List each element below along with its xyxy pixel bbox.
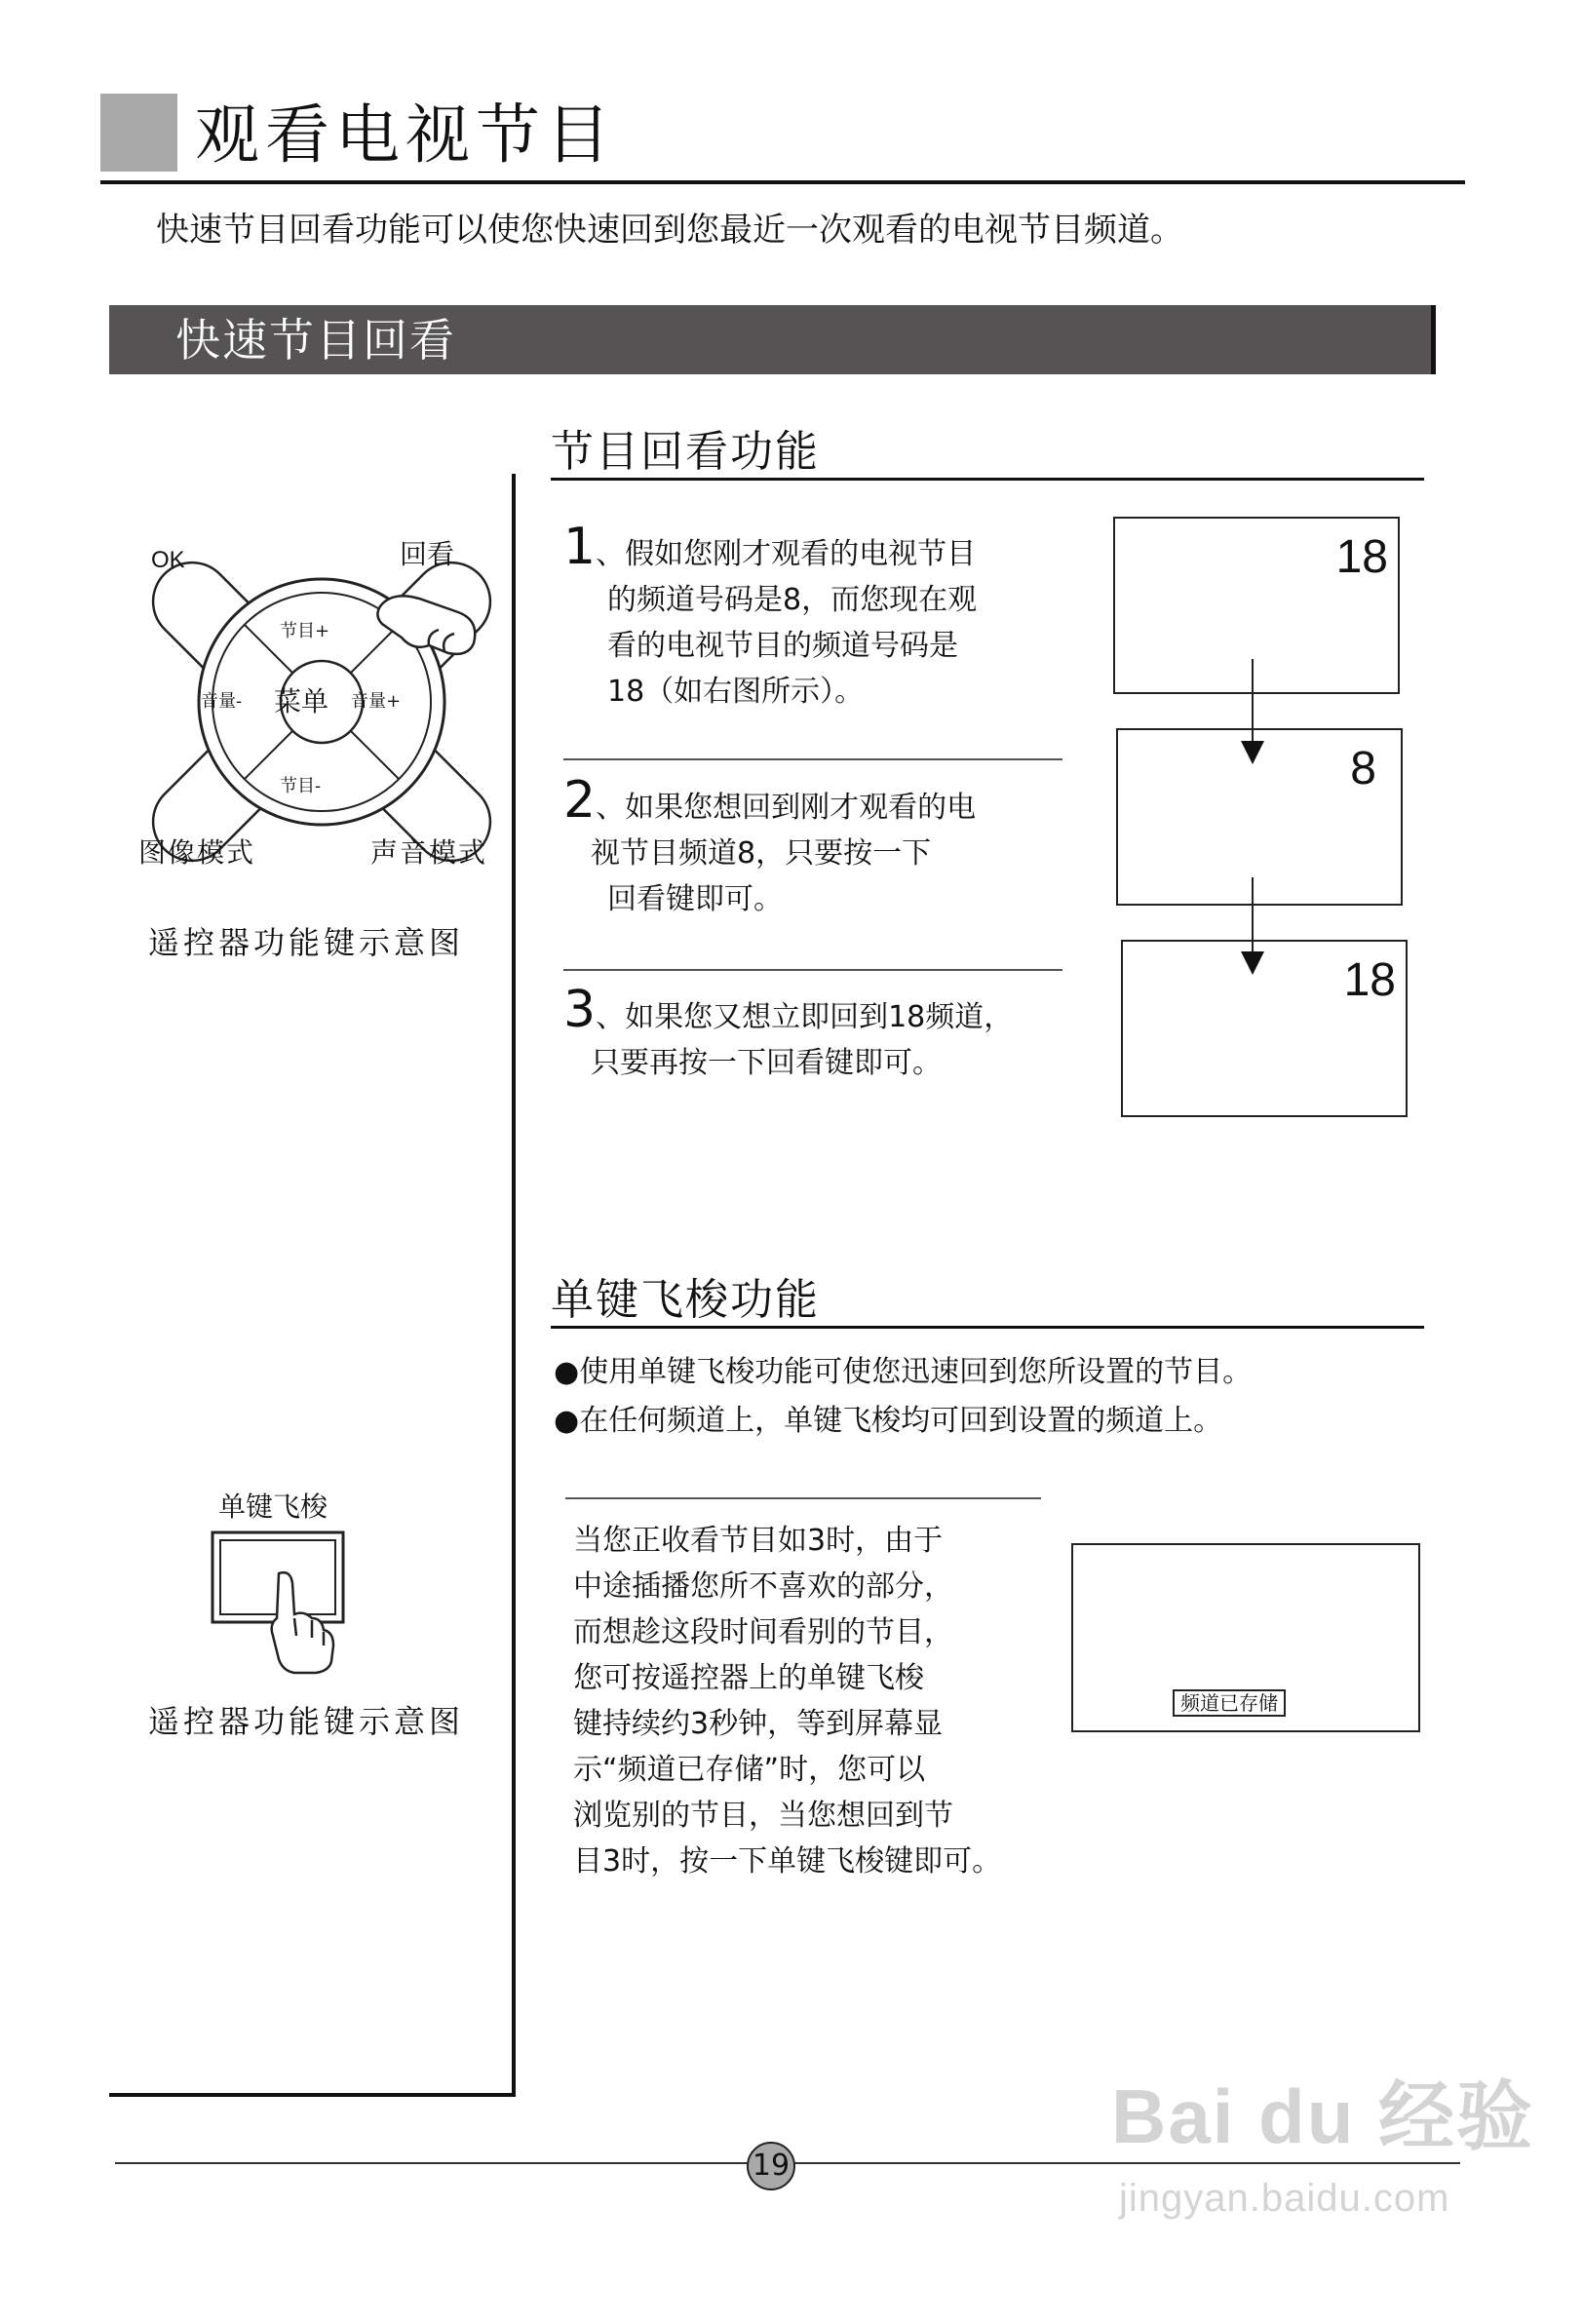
intro-text: 快速节目回看功能可以使您快速回到您最近一次观看的电视节目频道。 xyxy=(156,211,1183,250)
sound-mode-label: 声音模式 xyxy=(370,836,488,869)
shuttle-button-diagram xyxy=(209,1529,355,1675)
bullet-icon: ● xyxy=(554,1355,580,1389)
down-arrow-icon xyxy=(1241,741,1264,764)
flow-arrows xyxy=(1238,659,1267,981)
prog-up-label: 节目+ xyxy=(280,621,330,641)
bullet-item: ●使用单键飞梭功能可使您迅速回到您所设置的节目。 xyxy=(554,1355,1253,1389)
vol-down-label: 音量- xyxy=(201,691,243,712)
bullet-item: ●在任何频道上，单键飞梭均可回到设置的频道上。 xyxy=(554,1404,1223,1438)
ok-label: OK xyxy=(151,547,185,573)
channel-number: 8 xyxy=(1350,743,1376,794)
step-1: 1、假如您刚才观看的电视节目 的频道号码是8，而您现在观 看的电视节目的频道号码是 18（如右图所示）。 xyxy=(563,518,978,709)
step-number: 2 xyxy=(563,771,597,830)
title-rule xyxy=(100,180,1465,184)
shuttle-caption: 遥控器功能键示意图 xyxy=(148,1703,465,1740)
step-separator xyxy=(563,758,1062,760)
page-number: 19 xyxy=(747,2142,795,2190)
down-arrow-icon xyxy=(1241,951,1264,975)
recall-section-title: 节目回看功能 xyxy=(551,427,820,477)
step-separator xyxy=(563,969,1062,971)
step-number: 1 xyxy=(563,518,597,576)
prog-down-label: 节目- xyxy=(280,776,322,796)
shuttle-section-rule xyxy=(551,1326,1424,1329)
shuttle-button-label: 单键飞梭 xyxy=(218,1491,328,1523)
tv-screen-saved xyxy=(1071,1543,1420,1732)
step-2: 2、如果您想回到刚才观看的电 视节目频道8，只要按一下 回看键即可。 xyxy=(563,771,977,916)
bullet-icon: ● xyxy=(554,1404,580,1438)
page-title: 观看电视节目 xyxy=(195,97,616,173)
section-banner-title: 快速节目回看 xyxy=(175,314,456,367)
remote-caption: 遥控器功能键示意图 xyxy=(148,924,465,961)
paragraph-separator xyxy=(565,1497,1041,1499)
step-3: 3、如果您又想立即回到18频道， 只要再按一下回看键即可。 xyxy=(563,981,1014,1080)
step-number: 3 xyxy=(563,981,597,1039)
column-divider xyxy=(512,474,516,2097)
menu-label: 菜单 xyxy=(274,685,329,717)
recall-section-rule xyxy=(551,478,1424,481)
column-bottom-rule xyxy=(109,2093,516,2097)
shuttle-section-title: 单键飞梭功能 xyxy=(551,1275,820,1325)
recall-label: 回看 xyxy=(400,538,455,570)
vol-up-label: 音量+ xyxy=(351,691,402,712)
channel-number: 18 xyxy=(1335,531,1388,583)
watermark-logo: Bai du 经验 xyxy=(1111,2073,1535,2159)
shuttle-paragraph: 当您正收看节目如3时，由于 中途插播您所不喜欢的部分， 而想趁这段时间看别的节目， 您可按遥控器上的单键飞梭 键持续约3秒钟，等到屏幕显 示“频道已存储”时，您可以 浏览别的节目，当您想回到节 目3时，按一下单键飞梭键即可。 xyxy=(573,1524,1002,1879)
watermark-url: jingyan.baidu.com xyxy=(1119,2177,1450,2220)
title-marker xyxy=(100,94,177,172)
channel-number: 18 xyxy=(1343,954,1396,1006)
picture-mode-label: 图像模式 xyxy=(138,836,256,869)
saved-badge: 频道已存储 xyxy=(1173,1689,1286,1717)
